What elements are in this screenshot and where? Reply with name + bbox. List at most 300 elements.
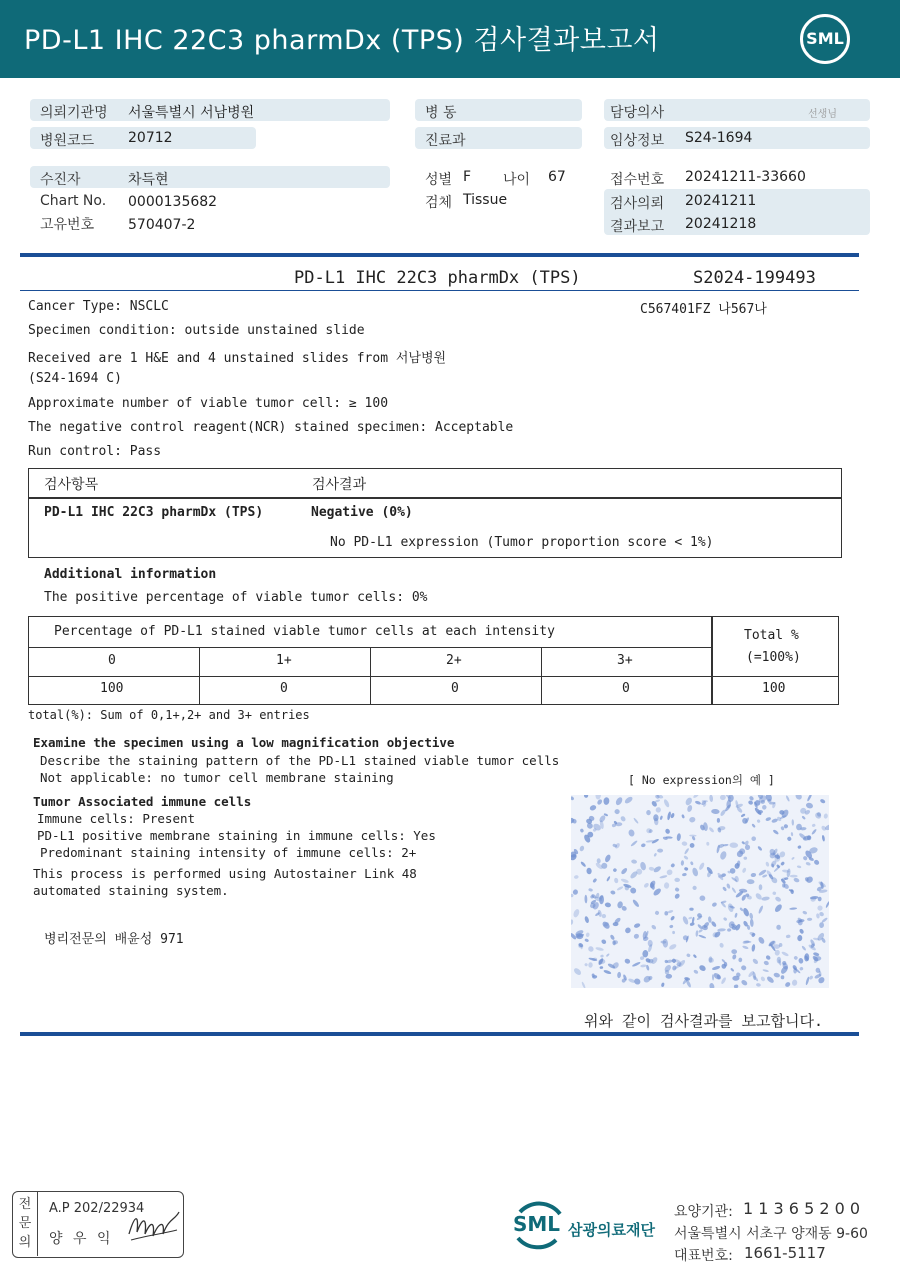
nucleus — [572, 889, 578, 895]
nucleus — [741, 813, 746, 817]
nucleus — [586, 868, 592, 875]
nucleus — [732, 954, 737, 960]
nucleus — [572, 908, 580, 918]
result-interpretation: No PD-L1 expression (Tumor proportion score < 1%) — [330, 535, 714, 550]
nucleus — [742, 867, 747, 873]
nucleus — [749, 913, 754, 920]
intensity-total: 100 — [762, 681, 786, 696]
nucleus — [734, 876, 739, 883]
care-code: 1 1 3 6 5 2 0 0 — [743, 1199, 861, 1218]
intensity-divider-v — [541, 647, 542, 705]
nucleus — [719, 942, 724, 948]
nucleus — [689, 908, 693, 911]
nucleus — [758, 905, 764, 914]
nucleus — [672, 965, 678, 971]
signature-icon — [125, 1204, 183, 1246]
intensity-value-2: 0 — [451, 681, 459, 696]
nucleus — [659, 875, 667, 879]
examine-line: Not applicable: no tumor cell membrane staining — [40, 770, 394, 785]
nucleus — [641, 843, 647, 848]
intensity-value-3: 0 — [622, 681, 630, 696]
nucleus — [729, 867, 736, 874]
age-value: 67 — [548, 169, 566, 185]
sex-label: 성별 — [425, 172, 453, 188]
nucleus — [726, 883, 731, 889]
nucleus — [790, 875, 798, 878]
nucleus — [814, 811, 822, 819]
stamp-name: 양 우 익 — [49, 1231, 114, 1247]
nucleus — [587, 945, 595, 953]
nucleus — [655, 807, 661, 813]
nucleus — [584, 916, 590, 924]
phone-label: 대표번호: — [674, 1248, 733, 1264]
nucleus — [720, 795, 727, 801]
nucleus — [734, 913, 738, 918]
nucleus — [797, 865, 802, 868]
nucleus — [614, 809, 620, 815]
nucleus — [711, 902, 717, 908]
stamp-side-text: 전문의 — [18, 1197, 32, 1250]
nucleus — [698, 964, 707, 972]
nucleus — [719, 850, 727, 860]
nucleus — [698, 862, 705, 871]
nucleus — [745, 844, 751, 850]
nucleus — [742, 907, 750, 917]
nucleus — [752, 958, 759, 965]
nucleus — [756, 983, 761, 987]
nucleus — [686, 953, 691, 958]
test-title: PD-L1 IHC 22C3 pharmDx (TPS) — [294, 268, 581, 288]
nucleus — [640, 964, 646, 968]
nucleus — [708, 916, 712, 923]
nucleus — [743, 856, 747, 860]
nucleus — [573, 967, 583, 976]
id-label: 고유번호 — [40, 217, 95, 233]
nucleus — [706, 842, 709, 846]
nucleus — [751, 836, 757, 842]
nucleus — [632, 899, 640, 908]
org-logo-text: SML — [513, 1212, 561, 1236]
stamp-side — [13, 1192, 38, 1256]
nucleus — [801, 945, 806, 951]
nucleus — [682, 915, 690, 925]
nucleus — [727, 928, 732, 932]
nucleus — [731, 949, 737, 954]
nucleus — [813, 952, 820, 957]
receipt-value: 20241211-33660 — [685, 169, 806, 185]
nucleus — [614, 877, 619, 883]
chart-value: 0000135682 — [128, 194, 218, 210]
case-number: S2024-199493 — [693, 268, 816, 288]
nucleus — [813, 859, 820, 866]
nucleus — [751, 944, 755, 952]
nucleus — [819, 922, 824, 928]
report-date-label: 결과보고 — [610, 219, 665, 235]
nucleus — [681, 860, 685, 866]
nucleus — [651, 924, 657, 930]
nucleus — [776, 925, 781, 930]
immune-line: PD-L1 positive membrane staining in immune cells: Yes — [37, 828, 436, 843]
nucleus — [821, 917, 828, 923]
nucleus — [683, 855, 689, 860]
nucleus — [742, 940, 750, 945]
nucleus — [689, 842, 695, 848]
divider-top — [20, 253, 859, 257]
nucleus — [786, 934, 791, 938]
nucleus — [592, 878, 597, 883]
process-line: This process is performed using Autostainer Link 48 — [33, 866, 417, 881]
nucleus — [669, 925, 673, 929]
ward-label: 병 동 — [425, 105, 457, 121]
nucleus — [667, 811, 672, 820]
report-line: Run control: Pass — [28, 444, 162, 459]
nucleus — [789, 907, 797, 910]
dept-label: 진료과 — [425, 133, 466, 149]
nucleus — [653, 853, 657, 857]
nucleus — [793, 877, 800, 883]
nucleus — [792, 979, 798, 986]
block-id: C567401FZ 나567나 — [640, 302, 767, 317]
nucleus — [774, 903, 784, 913]
nucleus — [761, 804, 767, 810]
nucleus — [751, 823, 756, 828]
hospital-code-label: 병원코드 — [40, 133, 95, 149]
nucleus — [672, 931, 675, 934]
nucleus — [763, 960, 769, 966]
nucleus — [631, 859, 637, 864]
nucleus — [601, 914, 606, 919]
nucleus — [624, 796, 634, 805]
nucleus — [595, 947, 604, 952]
receipt-label: 접수번호 — [610, 172, 665, 188]
report-line: (S24-1694 C) — [28, 371, 122, 386]
chart-label: Chart No. — [40, 193, 107, 209]
clinical-label: 임상정보 — [610, 133, 665, 149]
nucleus — [805, 861, 811, 866]
nucleus — [780, 861, 785, 866]
nucleus — [740, 979, 748, 986]
nucleus — [748, 800, 754, 806]
nucleus — [674, 887, 680, 892]
nucleus — [791, 857, 795, 861]
report-line: Received are 1 H&E and 4 unstained slides from 서남병원 — [28, 351, 447, 366]
nucleus — [766, 975, 775, 984]
nucleus — [693, 954, 698, 959]
nucleus — [580, 861, 587, 868]
nucleus — [765, 861, 770, 867]
nucleus — [633, 817, 639, 824]
nucleus — [785, 795, 790, 802]
nucleus — [720, 977, 726, 985]
nucleus — [620, 878, 629, 884]
report-line: The negative control reagent(NCR) stained specimen: Acceptable — [28, 420, 514, 435]
nucleus — [616, 886, 623, 891]
nucleus — [741, 841, 745, 845]
nucleus — [612, 868, 617, 873]
nucleus — [670, 863, 675, 868]
patient-row-bg — [30, 166, 390, 188]
id-value: 570407-2 — [128, 217, 196, 233]
nucleus — [579, 845, 585, 852]
nucleus — [738, 957, 742, 962]
nucleus — [781, 975, 785, 979]
nucleus — [571, 796, 575, 801]
nucleus — [581, 981, 586, 988]
nucleus — [811, 823, 815, 827]
nucleus — [688, 916, 692, 919]
nucleus — [797, 845, 801, 849]
report-date-value: 20241218 — [685, 216, 757, 232]
nucleus — [765, 954, 771, 960]
nucleus — [757, 936, 765, 945]
specimen-value: Tissue — [463, 192, 508, 208]
nucleus — [817, 905, 823, 911]
nucleus — [643, 882, 650, 888]
additional-text: The positive percentage of viable tumor cells: 0% — [44, 590, 428, 605]
nucleus — [584, 963, 588, 967]
image-caption: [ No expression의 예 ] — [628, 773, 775, 787]
nucleus — [624, 958, 631, 965]
nucleus — [596, 798, 603, 805]
intensity-col-2: 2+ — [446, 653, 462, 668]
nucleus — [805, 802, 814, 809]
nucleus — [671, 958, 677, 964]
nucleus — [750, 873, 756, 878]
nucleus — [786, 836, 792, 842]
nucleus — [734, 984, 739, 988]
request-value: 20241211 — [685, 193, 757, 209]
nucleus — [674, 878, 680, 882]
nucleus — [806, 795, 812, 802]
nucleus — [811, 828, 817, 835]
doctor-suffix: 선생님 — [808, 109, 837, 120]
nucleus — [772, 829, 779, 835]
nucleus — [606, 953, 610, 957]
nucleus — [723, 917, 728, 922]
nucleus — [686, 804, 693, 812]
nucleus — [659, 815, 663, 820]
divider-bottom — [20, 1032, 859, 1036]
nucleus — [759, 884, 763, 890]
org-address: 서울특별시 서초구 양재동 9-60 — [674, 1226, 868, 1242]
nucleus — [662, 939, 668, 948]
tissue-cells-icon — [571, 795, 829, 988]
nucleus — [604, 854, 612, 863]
nucleus — [808, 975, 813, 980]
nucleus — [717, 818, 720, 823]
nucleus — [708, 827, 714, 834]
nucleus — [819, 798, 825, 804]
nucleus — [624, 926, 632, 934]
nucleus — [722, 886, 727, 892]
institution-label: 의뢰기관명 — [40, 105, 108, 121]
nucleus — [798, 958, 804, 965]
patient-label: 수진자 — [40, 172, 81, 188]
patient-value: 차득현 — [128, 172, 169, 188]
nucleus — [717, 928, 726, 932]
clinical-value: S24-1694 — [685, 130, 753, 146]
nucleus — [600, 954, 604, 957]
nucleus — [772, 891, 776, 895]
examine-title: Examine the specimen using a low magnification objective — [33, 735, 455, 750]
nucleus — [691, 867, 699, 877]
pathologist-stamp — [12, 1191, 184, 1258]
intensity-value-1: 0 — [280, 681, 288, 696]
nucleus — [633, 933, 640, 940]
nucleus — [762, 874, 768, 878]
nucleus — [689, 816, 696, 823]
nucleus — [665, 974, 672, 979]
report-title: PD-L1 IHC 22C3 pharmDx (TPS) 검사결과보고서 — [24, 25, 660, 56]
nucleus — [649, 880, 657, 889]
nucleus — [690, 861, 694, 866]
intensity-divider-h2 — [28, 676, 839, 677]
request-label: 검사의뢰 — [610, 196, 665, 212]
nucleus — [670, 915, 676, 921]
result-item: PD-L1 IHC 22C3 pharmDx (TPS) — [44, 505, 264, 520]
nucleus — [756, 819, 760, 824]
nucleus — [807, 918, 812, 921]
examine-line: Describe the staining pattern of the PD-L1 stained viable tumor cells — [40, 753, 560, 768]
nucleus — [667, 910, 673, 914]
hospital-code-value: 20712 — [128, 130, 173, 146]
total-header: Total % — [744, 628, 799, 643]
process-line: automated staining system. — [33, 883, 229, 898]
nucleus — [604, 902, 611, 908]
nucleus — [791, 819, 794, 825]
nucleus — [742, 945, 749, 950]
nucleus — [684, 848, 690, 855]
nucleus — [663, 799, 670, 808]
intensity-divider-total — [711, 616, 713, 705]
nucleus — [698, 929, 703, 934]
intensity-col-1: 1+ — [276, 653, 292, 668]
nucleus — [765, 795, 773, 802]
nucleus — [709, 795, 713, 802]
nucleus — [784, 981, 791, 988]
nucleus — [773, 972, 780, 978]
nucleus — [664, 960, 668, 964]
intensity-col-0: 0 — [108, 653, 116, 668]
nucleus — [693, 795, 701, 799]
nucleus — [799, 928, 805, 934]
phone-number: 1661-5117 — [744, 1244, 826, 1262]
nucleus — [666, 869, 673, 876]
nucleus — [765, 817, 771, 822]
nucleus — [668, 943, 677, 951]
nucleus — [709, 983, 715, 988]
stamp-ap: A.P 202/22934 — [49, 1201, 145, 1216]
nucleus — [599, 966, 603, 969]
nucleus — [633, 922, 640, 928]
nucleus — [595, 795, 601, 800]
nucleus — [633, 977, 642, 986]
institution-value: 서울특별시 서남병원 — [128, 105, 255, 121]
immune-line: Predominant staining intensity of immune cells: 2+ — [40, 845, 417, 860]
age-label: 나이 — [503, 172, 531, 188]
report-line: Specimen condition: outside unstained slide — [28, 323, 365, 338]
nucleus — [750, 919, 754, 927]
doctor-label: 담당의사 — [610, 105, 665, 121]
nucleus — [825, 901, 829, 909]
tissue-micrograph — [571, 795, 829, 988]
nucleus — [628, 829, 636, 837]
nucleus — [580, 828, 585, 833]
additional-title: Additional information — [44, 567, 217, 582]
nucleus — [588, 962, 593, 968]
intensity-header: Percentage of PD-L1 stained viable tumor cells at each intensity — [54, 624, 555, 639]
intensity-value-0: 100 — [100, 681, 124, 696]
sex-value: F — [463, 169, 472, 185]
nucleus — [676, 833, 681, 841]
nucleus — [741, 965, 747, 971]
nucleus — [584, 795, 588, 798]
nucleus — [757, 845, 763, 851]
nucleus — [712, 965, 721, 971]
org-name: 삼광의료재단 — [568, 1221, 655, 1239]
nucleus — [781, 951, 789, 957]
pathologist: 병리전문의 배윤성 971 — [44, 932, 184, 947]
nucleus — [761, 896, 770, 901]
nucleus — [571, 919, 573, 925]
nucleus — [620, 815, 627, 822]
nucleus — [589, 804, 597, 811]
nucleus — [654, 910, 659, 915]
immune-title: Tumor Associated immune cells — [33, 794, 252, 809]
nucleus — [684, 867, 689, 872]
nucleus — [729, 842, 738, 848]
nucleus — [748, 795, 754, 801]
result-table-divider — [28, 497, 842, 499]
care-code-label: 요양기관: — [674, 1204, 733, 1220]
nucleus — [597, 858, 601, 863]
nucleus — [661, 982, 665, 987]
nucleus — [793, 955, 798, 960]
nucleus — [699, 895, 705, 901]
report-line: Cancer Type: NSCLC — [28, 299, 169, 314]
nucleus — [603, 797, 610, 805]
nucleus — [730, 968, 735, 973]
nucleus — [794, 795, 803, 801]
nucleus — [664, 911, 668, 916]
nucleus — [774, 896, 781, 903]
result-col-item: 검사항목 — [44, 477, 99, 493]
intensity-divider-v — [199, 647, 200, 705]
nucleus — [747, 879, 755, 884]
nucleus — [588, 888, 593, 892]
nucleus — [585, 932, 590, 937]
nucleus — [682, 873, 687, 877]
nucleus — [620, 867, 628, 875]
nucleus — [681, 841, 687, 846]
nucleus — [760, 976, 766, 982]
nucleus — [601, 939, 608, 945]
nucleus — [584, 895, 587, 904]
sml-logo-text: SML — [806, 29, 844, 48]
divider-title — [20, 290, 859, 291]
nucleus — [615, 796, 624, 806]
nucleus — [711, 809, 720, 815]
nucleus — [574, 875, 579, 879]
nucleus — [603, 969, 612, 974]
nucleus — [693, 969, 699, 974]
nucleus — [610, 890, 616, 895]
nucleus — [646, 810, 651, 815]
nucleus — [802, 910, 807, 915]
nucleus — [692, 886, 696, 890]
nucleus — [664, 828, 670, 835]
nucleus — [571, 893, 574, 897]
